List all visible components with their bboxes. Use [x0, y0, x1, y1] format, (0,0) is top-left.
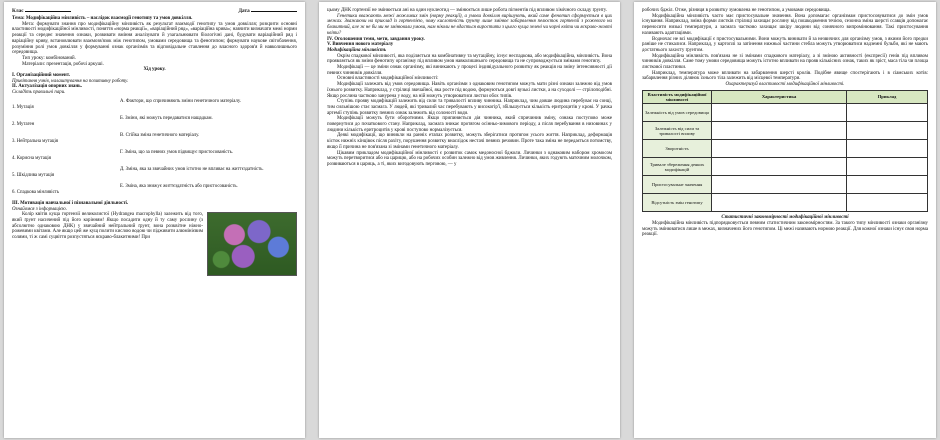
statistics-text: Модифікаційна мінливість підпорядковується певним статистичним закономірностям. За такого типу мінливості ознаки організму можуть змінюватися лише в межах, визначених його генотипом. Ці межі називають нормою реакції. Для кожної ознаки існує своя норма реакції. [642, 220, 928, 238]
paragraph: Модифікації можуть бути оборотними. Якщо припиняється дія чинника, який спричинив зміну, ознака поступово може повернутися до початкового стану. Наприклад, засмага зникає протягом осінньо-зимового періоду, а після перебування в низовинах у людини кількість еритроцитів у крові поступово нормалізується. [327, 116, 612, 133]
match-term: 1. Мутація [12, 104, 34, 110]
table-cell-example[interactable] [847, 104, 928, 122]
section-2-text: Складіть правильні пари. [12, 90, 66, 96]
table-header-row [643, 90, 928, 103]
match-definition: Г. Зміна, що за певних умов підвищує пристосованість. [120, 149, 234, 155]
table-row [643, 104, 928, 122]
paragraph: Модифікації залежать від умов середовища. Навіть організми з однаковим генотипом можуть мати різні ознаки залежно від умов їхнього розвитку. Наприклад, у стрілиці звичайної, яка росте під водою, формуються довгі вузькі листки, а на суходолі — стрілоподібні. Якщо рослина частково занурена у воду, на ній можуть утворюватися листки обох типів. [327, 82, 613, 99]
document-page-1 [4, 2, 305, 438]
section-5-subtitle: Модифікаційна мінливість [327, 47, 387, 53]
hydrangea-photo [207, 212, 297, 276]
table-cell-example[interactable] [847, 158, 928, 176]
table-cell-property: Залежність від сили та тривалості впливу [643, 122, 712, 140]
table-cell-property: Відсутність змін генотипу [643, 194, 712, 212]
document-page-3 [634, 2, 936, 438]
match-term: 2. Мутаген [12, 121, 35, 127]
match-term: 4. Корисна мутація [12, 155, 51, 161]
document-page-2 [319, 2, 620, 438]
lesson-materials: Матеріали: презентація, робочі аркуші. [22, 61, 104, 67]
table-header: Властивість модифікаційної мінливості [643, 90, 712, 103]
table-row [643, 140, 928, 158]
table-cell-characteristic[interactable] [712, 140, 847, 158]
paragraph: Ступінь прояву модифікацій залежить від сили та тривалості впливу чинника. Наприклад, чим довше людина перебуває на сонці, тим сильнішою стає засмага. У людей, які тривалий час перебувають у високогір'ї, збільшується кількість еритроцитів у крові. У рачка артемії ступінь розвитку певних ознак залежить від солоності води. [327, 99, 612, 116]
course-title: Хід уроку. [143, 67, 166, 73]
class-field[interactable] [12, 8, 71, 14]
class-label: Клас [12, 8, 24, 14]
table-row [643, 122, 928, 140]
section-1-text: Привітання учнів, налаштування на позитивну роботу. [12, 78, 129, 84]
table-cell-characteristic[interactable] [712, 104, 847, 122]
paragraph: Модифікації — це зміни ознак організму, які виникають у процесі індивідуального розвитку як реакція на зміну інтенсивності дії певних чинників довкілля. [327, 65, 612, 76]
table-cell-example[interactable] [847, 122, 928, 140]
match-term: 5. Шкідлива мутація [12, 172, 55, 178]
table-cell-example[interactable] [847, 176, 928, 194]
match-definitions [120, 99, 297, 201]
section-3-title: ІІІ. Мотивація навчальної і пізнавальної діяльності. [12, 200, 129, 206]
match-term: 3. Нейтральна мутація [12, 138, 58, 144]
table-header: Характеристика [712, 90, 847, 103]
paragraph: Водночас не всі модифікації є пристосувальними. Вони можуть виникати й за незвичних для організму умов, з якими його предки раніше не стикалися. Наприклад, у картоплі за затінення нижньої частини стебла можуть утворюватися надземні бульби, які не мають достатнього захисту ґрунтом. [642, 36, 928, 53]
match-definition: Б. Зміни, які можуть передаватися нащадкам. [120, 115, 213, 121]
hydrangea-text: Колір квітів куща гортензії великолистої (Hydrangea macrophylla) залежить від того, який ґрунт насичений під його корінням! Якщо посадити одну й ту саму рослину (з абсолютно однаковою ДНК) у звичайний нейтральний ґрунт, вона розквітне ніжно-рожевими квітами. Але якщо цей же кущ полити кислою водою чи підживити алюмінієвим солями, ті ж самі суцвіття розпустяться яскраво-блакитними! При [12, 212, 203, 241]
match-definition: А. Фактори, що спричиняють зміни генетичного матеріалу. [120, 98, 241, 104]
table-cell-example[interactable] [847, 140, 928, 158]
statistics-title: Статистичні закономірності модифікаційної мінливості [721, 215, 849, 221]
table-cell-characteristic[interactable] [712, 176, 847, 194]
table-cell-property: Пристосувальне значення [643, 176, 712, 194]
lesson-topic: Тема: Модифікаційна мінливість – наслідок взаємодії генотипу та умов довкілля. [12, 16, 193, 21]
hydrangea-block [12, 212, 297, 276]
table-caption: Охарактеризуй властивості модифікаційної мінливості. [725, 82, 845, 88]
section-4-title: IV. Оголошення теми, мети, завдання уроку. [327, 36, 425, 42]
table-cell-example[interactable] [847, 194, 928, 212]
match-term: 6. Спадкова мінливість [12, 189, 60, 195]
table-row [643, 194, 928, 212]
paragraph: Деякі модифікації, що виникли на ранніх етапах розвитку, можуть зберігатися протягом усього життя. Наприклад, деформація кісток нижніх кінцівок після рахіту, порушення розвитку внаслідок нестачі певних речовин. Проте така зміна не передається потомству, якщо її причина не пов'язана зі змінами генетичного матеріалу. [327, 133, 612, 150]
paragraph: Модифікаційна мінливість часто має пристосувальне значення. Вона допомагає організмам пристосовуватися до змін умов існування. Наприклад, зміна форми листків стрілиці захищає рослину від пошкодження течією, сезонна зміна шерсті ссавців допомагає переносити низькі температури, а засмага частково захищає шкіру людини від сонячного випромінювання. Такі пристосування називають адаптаціями. [642, 13, 928, 36]
table-cell-property: Зворотність [643, 140, 712, 158]
section-3-text: Ознайомся з інформацією. [12, 206, 67, 212]
section-2-title: ІІ. Актуалізація опорних знань. [12, 84, 82, 90]
lesson-goal: Мета: формувати знання про модифікаційну мінливість як результат взаємодії генотипу та умов довкілля; розкрити основні властивості модифікаційної мінливості, поняття «норма реакції», «варіаційний ряд», «варіаційна крива»; навчити визначати межі норми реакції та середнє значення ознаки, розвивати вміння аналізувати й узагальнювати біологічні дані, будувати варіаційний ряд і варіаційну криву, встановлювати взаємозв'язок між генотипом, умовами середовища та фенотипом; формувати наукове світобачення, розуміння ролі умов довкілля у формуванні ознак організмів та відповідальне ставлення до власного здоров'я й навколишнього середовища. [12, 21, 297, 56]
match-definition: В. Стійка зміна генетичного матеріалу. [120, 132, 200, 138]
lesson-type: Тип уроку: комбінований. [22, 55, 76, 61]
table-cell-characteristic[interactable] [712, 122, 847, 140]
table-cell-property: Тривале збереження деяких модифікацій [643, 158, 712, 176]
paragraph: Наприклад, температура може впливати на забарвлення шерсті кролів. Подібне явище спостерігають і в сіамських котів: забарвлення різних ділянок їхнього тіла залежить від місцевої температури. [642, 70, 928, 82]
hydrangea-question: Генетики вважають межі можливих змін (норму реакції), а умови довкілля вирішують, який саме фенотип сформується в цих межах. Зважаючи на приклад із гортензією, чому кислотність ґрунту лише змінює забарвлення пелюсток гортензії з рожевого на блакитний, але ж не би ми не змінювали умови, нам ніколи не вдасться виростити з цього куща зелені чи чорні квіти чи яскраво-жовті квіти? [327, 13, 612, 36]
paragraph: Основні властивості модифікаційної мінливості: [337, 76, 439, 82]
header-fields [12, 8, 297, 14]
table-row [643, 176, 928, 194]
date-label: Дата [238, 8, 250, 14]
date-field[interactable] [238, 8, 297, 14]
section-5-title: V. Вивчення нового матеріалу [327, 42, 394, 48]
table-cell-characteristic[interactable] [712, 158, 847, 176]
paragraph: Цікавим прикладом модифікаційної мінливості є розвиток самок медоносної бджоли. Личинки з однаковим набором хромосом можуть перетворитися або на царицю, або на робочих особин залежно від умов живлення. Личинки, яких годують маточним молочком, розвиваються в цариць, а ті, яких вигодовують перговою, — у [327, 150, 612, 167]
paragraph: Окрім спадкової мінливості, яка поділяється на комбінативну та мутаційну, існує неспадкова, або модифікаційна, мінливість. Вона проявляється як зміни фенотипу організму під впливом умов навколишнього середовища та не супроводжується змінами генотипу. [327, 53, 612, 65]
matching-exercise [12, 99, 297, 201]
table-cell-characteristic[interactable] [712, 194, 847, 212]
page3-continuation: робочих бджіл. Отже, різниця в розвитку зумовлена не генотипом, а умовами середовища. [642, 8, 831, 13]
match-definition: Е. Зміна, яка знижує життєздатність або пристосованість. [120, 183, 238, 189]
paragraph: Модифікаційна мінливість пов'язана не зі змінами спадкового матеріалу, а зі зміною активності (експресії) генів під впливом чинників довкілля. Саме тому умови середовища можуть істотно впливати на прояв кількісних ознак, таких як зріст, маса тіла чи площа листкової пластинки. [642, 53, 928, 71]
page2-continuation: цьому ДНК гортензії не змінюється ані на один нуклеотид — змінюється лише робота пігментів під впливом хімічного складу ґрунту. [327, 8, 607, 13]
match-definition: Д. Зміна, яка за звичайних умов істотно не впливає на життєздатність. [120, 166, 264, 172]
table-cell-property: Залежність від умов середовища [643, 104, 712, 122]
match-terms [12, 99, 120, 201]
table-row [643, 158, 928, 176]
properties-table [642, 90, 928, 212]
section-1-title: І. Організаційний момент. [12, 73, 70, 79]
table-header: Приклад [847, 90, 928, 103]
